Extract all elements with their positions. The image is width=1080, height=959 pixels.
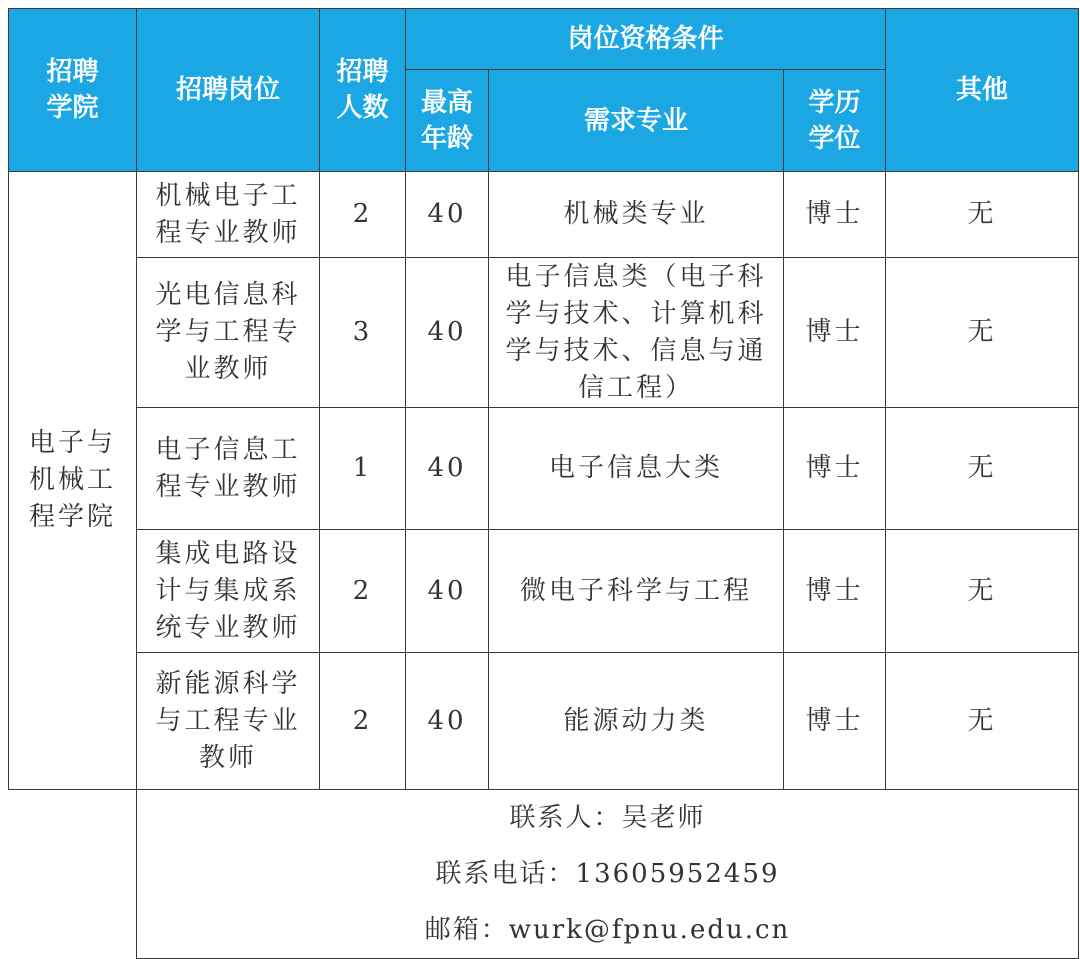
age-cell: 40 [406, 172, 489, 258]
contact-email: 邮箱：wurk@fpnu.edu.cn [424, 915, 791, 945]
contact-row [9, 790, 1079, 959]
header-major: 需求专业 [489, 70, 784, 172]
degree-cell: 博士 [784, 172, 886, 258]
header-college-line1: 招聘 [46, 57, 99, 87]
other-cell: 无 [886, 408, 1079, 530]
count-cell: 1 [320, 408, 406, 530]
header-degree-line2: 学位 [808, 123, 861, 154]
major-cell: 微电子科学与工程 [489, 530, 784, 653]
table-row [9, 530, 1079, 653]
header-other: 其他 [886, 9, 1079, 172]
position-cell: 机械电子工程专业教师 [137, 172, 320, 258]
recruitment-table [8, 8, 1079, 959]
header-row-top [9, 9, 1079, 70]
table-row [9, 172, 1079, 258]
position-cell: 电子信息工程专业教师 [137, 408, 320, 530]
header-degree-line1: 学历 [808, 87, 861, 118]
age-cell: 40 [406, 530, 489, 653]
position-cell: 集成电路设计与集成系统专业教师 [137, 530, 320, 653]
major-cell: 机械类专业 [489, 172, 784, 258]
header-degree [784, 70, 886, 172]
contact-phone: 联系电话：13605952459 [435, 859, 780, 889]
header-college [9, 9, 137, 172]
position-cell: 新能源科学与工程专业教师 [137, 653, 320, 790]
count-cell: 2 [320, 172, 406, 258]
position-cell: 光电信息科学与工程专业教师 [137, 258, 320, 408]
header-max-age-line2: 年龄 [420, 123, 473, 154]
degree-cell: 博士 [784, 530, 886, 653]
header-max-age-line1: 最高 [420, 87, 473, 118]
degree-cell: 博士 [784, 408, 886, 530]
age-cell: 40 [406, 653, 489, 790]
contact-person: 联系人：吴老师 [509, 803, 706, 833]
other-cell: 无 [886, 258, 1079, 408]
other-cell: 无 [886, 653, 1079, 790]
header-max-age [406, 70, 489, 172]
header-count [320, 9, 406, 172]
header-count-line1: 招聘 [336, 57, 389, 87]
age-cell: 40 [406, 258, 489, 408]
degree-cell: 博士 [784, 258, 886, 408]
table-row [9, 653, 1079, 790]
count-cell: 2 [320, 653, 406, 790]
college-cell: 电子与机械工程学院 [9, 172, 137, 790]
contact-cell [137, 790, 1079, 959]
major-cell: 能源动力类 [489, 653, 784, 790]
contact-spacer-cell [9, 790, 137, 959]
age-cell: 40 [406, 408, 489, 530]
header-position: 招聘岗位 [137, 9, 320, 172]
table-row [9, 258, 1079, 408]
major-cell: 电子信息大类 [489, 408, 784, 530]
other-cell: 无 [886, 530, 1079, 653]
major-cell: 电子信息类（电子科学与技术、计算机科学与技术、信息与通信工程） [489, 258, 784, 408]
table-row [9, 408, 1079, 530]
other-cell: 无 [886, 172, 1079, 258]
count-cell: 3 [320, 258, 406, 408]
header-college-line2: 学院 [46, 93, 99, 123]
header-qualifications: 岗位资格条件 [406, 9, 886, 70]
count-cell: 2 [320, 530, 406, 653]
degree-cell: 博士 [784, 653, 886, 790]
header-count-line2: 人数 [336, 93, 389, 123]
